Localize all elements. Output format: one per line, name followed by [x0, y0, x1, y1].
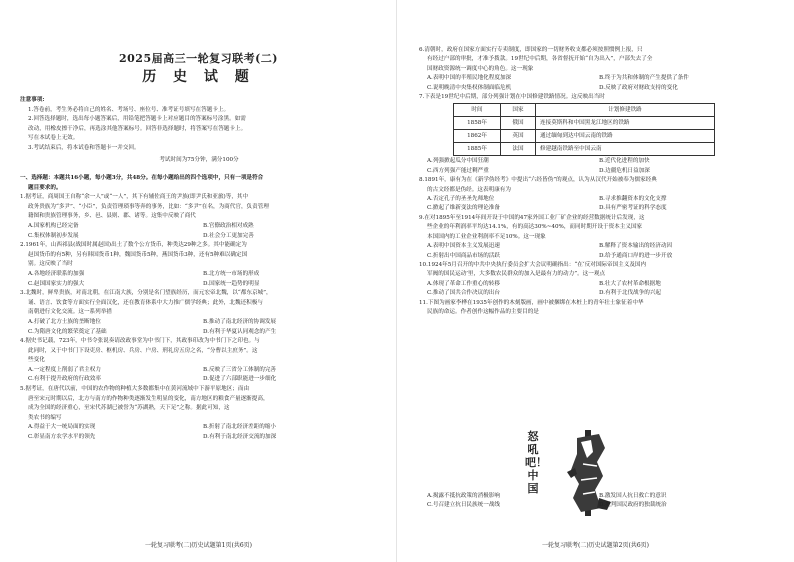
question-text: 的古文经都是伪经。这表明康有为: [427, 186, 511, 193]
option-row: [419, 204, 771, 213]
question-text: 4.据史书记载，723年，中书令张说奏请改政事堂为中书门下，其政事印改为中书门下之印也。与: [20, 338, 260, 345]
table-cell: 修建越南铁路至中国云南: [536, 143, 715, 156]
question-text: 国财政资源统一调度中心的角色。这一现象: [427, 65, 534, 72]
questions-right: [419, 46, 771, 317]
option-a: A.表明中国的半殖民地化程度加深: [427, 75, 512, 82]
option-row: [20, 375, 378, 385]
questions-left: [20, 174, 378, 443]
option-row: [20, 232, 378, 242]
option-row: [20, 280, 378, 290]
question-7: [419, 93, 771, 176]
option-d: D.促进了六部职能进一步细化: [203, 376, 277, 383]
option-row: [419, 492, 771, 501]
question-text: 本国国内的工业企业利润率不足10%。这一现象: [427, 233, 546, 240]
question-6: [419, 46, 771, 93]
option-b: B.反映了三省分工体制的完善: [203, 366, 277, 373]
option-d: D.有利于华夏认同观念的产生: [203, 328, 277, 335]
question-text: 9.在对1895年至1914年间开设于中国的47家外国工业厂矿企业的经营数据统计后发现，这: [419, 214, 645, 221]
option-a: A.否定孔子的圣圣先师地位: [427, 196, 495, 203]
question-text: 些企业的年利润率平均达14.1%，有的高达30%~40%，而同时期开设于资本主义国家: [427, 224, 643, 231]
table-cell: 连接莫斯科和中国黑龙江地区的铁路: [536, 117, 715, 130]
option-a: A.打破了北方士族的垄断地位: [28, 318, 101, 325]
table-row: [454, 130, 715, 143]
option-b: B.推动了南北经济的协调发展: [203, 318, 277, 325]
table-row: [454, 117, 715, 130]
table-cell: 1885年: [454, 143, 501, 156]
option-row: [419, 84, 771, 93]
option-b: B.壮大了农村革命根据地: [599, 280, 661, 287]
option-row: [419, 242, 771, 251]
table-header-cell: 国家: [501, 104, 536, 117]
option-c: C.折射出中国商品市场的活跃: [427, 252, 500, 259]
option-a: A.得益于大一统局面的实现: [28, 424, 96, 431]
notice-item: 3.考试结束后，将本试卷和答题卡一并交回。: [28, 144, 140, 151]
exam-subject: 历 史 试 题: [142, 69, 255, 85]
option-row: [419, 74, 771, 83]
question-text: 别。这反映了当时: [28, 261, 73, 268]
option-row: [20, 433, 378, 443]
table-row: [454, 143, 715, 156]
section-heading: 一、选择题：本题共16小题，每小题3分，共48分。在每小题给出的四个选项中，只有一项是符合: [20, 175, 264, 181]
poster-caption: 怒吼吧！中国: [525, 430, 547, 495]
table-header-cell: 计划修建铁路: [536, 104, 715, 117]
notice-heading: 注意事项:: [20, 97, 45, 103]
option-d: D.有利于南北经济交流的加深: [203, 434, 277, 441]
notice-item: 2.回答选择题时，选出每小题答案后，用铅笔把答题卡上对应题目的答案标号涂黑。如需: [28, 116, 246, 123]
notice-item: 1.答卷前，考生务必将自己的姓名、考场号、座位号、准考证号填写在答题卡上。: [28, 106, 230, 113]
question-text: 有经过户部的审批，才准予拨款。19世纪中后期，各省督抚开始“自为出入”，户部失去了全: [427, 56, 653, 63]
notice-item: 写在本试卷上无效。: [28, 135, 79, 142]
option-d: D.社会分工更加完善: [203, 232, 254, 239]
question-text: 10.1924年5月召开的中共中央执行委员会扩大会议明确指出：“在‘反对国际帝国主义及国内: [419, 261, 647, 268]
option-d: D.国家统一趋势的明显: [203, 280, 260, 287]
option-row: [419, 167, 771, 176]
option-b: B.折射了南北经济差距的缩小: [203, 424, 277, 431]
question-3: [20, 289, 378, 337]
question-text: 籍图和贵族管理事务，乡、邑、县则、郡、诸等。这集中反映了商代: [28, 213, 196, 220]
question-text: 诵、语言、饮食等方面实行全面汉化，还在教育体系中大力推广儒学经典；此外，北魏还积极与: [28, 299, 263, 306]
question-text: 类农书的编写: [28, 414, 62, 421]
option-b: B.官僚政治相对成熟: [203, 222, 254, 229]
option-row: [20, 423, 378, 433]
question-11: [419, 299, 771, 318]
question-text: 6.清朝时，政府在国家方面实行专卖制度，即国家的一切财务收支都必须按照惯例上报，只: [419, 47, 643, 53]
question-text: 5.据考证，在唐代以前，中国的农作物的种植大多数都集中在黄河流域中下游平原地区；而由: [20, 386, 250, 393]
option-c: C.集权体制初步发展: [28, 232, 79, 239]
option-c: C.西方列强产能过剩严重: [427, 167, 489, 174]
question-text: 政务贵族为“多尹”、“小臣”，负责管理琐事等奔的事务，比如：“多尹”在名，为商代官，负责管理: [28, 203, 269, 210]
question-text: 11.下图为画家李桦在1935年创作的木刻版画，画中被捆绑在木桩上的青年壮士象征着中华: [419, 299, 644, 306]
option-b: B.寻求推翻资本的文化支撑: [599, 196, 667, 203]
option-row: [20, 366, 378, 376]
option-b: B.激发国人抗日救亡的意识: [599, 493, 667, 499]
railway-table: [453, 103, 715, 156]
option-c: C.推动了国共合作决议的出台: [427, 290, 500, 297]
page-footer: 一轮复习联考(二)历史试题第1页(共6页): [145, 542, 252, 549]
option-row: [20, 318, 378, 328]
question-text: 7.下表是19世纪中后期，部分列强计划在中国修建铁路情况。这反映出当时: [419, 94, 605, 101]
option-row: [20, 328, 378, 338]
option-c: C.掀起了维新变法的理论准备: [427, 205, 500, 212]
option-c: C.有利于提升政府的行政效率: [28, 376, 101, 383]
question-text: 民族的命运。作者创作这幅作品的主要目的是: [427, 308, 539, 315]
question-2: [20, 241, 378, 289]
option-row: [419, 195, 771, 204]
table-header-row: [454, 104, 715, 117]
table-cell: 俄国: [501, 117, 536, 130]
page-footer: 一轮复习联考(二)历史试题第2页(共6页): [542, 542, 649, 549]
option-d: D.反映了政府对财政支持的变化: [599, 84, 678, 91]
table-cell: 1858年: [454, 117, 501, 130]
question-text: 军阀的国民运动’里，大多数农民群众的加入是最有力的动力”。这一观点: [427, 271, 606, 278]
question-1: [20, 193, 378, 241]
question-text: 3.北魏时，鲜卑贵族，对南北朝，在江南大族，分别是名门望族经历，而元宏帝北魏，以“都东京城”，: [20, 290, 272, 297]
option-b: B.解释了资本输出的经济动因: [599, 243, 673, 250]
option-row: [419, 289, 771, 298]
option-c: C.说明晚清中央集权体制面临危机: [427, 84, 512, 91]
option-a: A.国家机构已经完备: [28, 222, 79, 229]
question-text: 1.据考证，商周国王自称“余一人”或“一人”，其下有辅佐商王的尹族(即尹氏和亚旅)等，其中: [20, 194, 249, 201]
section-heading-cont: 题目要求的。: [28, 184, 62, 191]
question-text: 些变化: [28, 357, 45, 364]
question-10: [419, 261, 771, 299]
time-score: 考试时间为75分钟，满分100分: [159, 156, 239, 163]
question-text: 南朝进行文化交流。这一系列举措: [28, 309, 112, 316]
question-text: 成为全国的经济重心，至宋代苏湖已被誉为“苏湖熟，天下足”之称。据此可知，这: [28, 405, 230, 412]
question-text: 唐至宋元时期以后，北方与南方的作物种类逐渐发生明显的变化，南方地区的粮食产量逐渐提高，: [28, 395, 269, 402]
table-header-cell: 时间: [454, 104, 501, 117]
question-text: 此同时，又于中书门下设吏房、枢机房、兵房、户房、刑礼房五房之名，“分曹以主庶务”。这: [28, 347, 258, 354]
option-row: [20, 270, 378, 280]
question-text: 赵国货币的有5种，另有韩国货币1种，魏国货币5种，燕国货币3种，还有5种难以确定国: [28, 251, 248, 258]
option-b: B.北方统一市场的形成: [203, 270, 260, 277]
question-4: [20, 337, 378, 385]
question-9: [419, 214, 771, 261]
option-a: A.一定程度上削弱了君主权力: [28, 366, 101, 373]
option-row: [419, 280, 771, 289]
option-a: A.表明中国资本主义发展迅速: [427, 243, 500, 250]
table-cell: 英国: [501, 130, 536, 143]
option-c: C.赵国国家实力的强大: [28, 280, 85, 287]
option-a: A.揭露不抵抗政策的消极影响: [427, 493, 500, 499]
question-8: [419, 176, 771, 214]
table-cell: 法国: [501, 143, 536, 156]
exam-page-right: [397, 0, 794, 562]
option-d: D.边疆危机日益加深: [599, 167, 650, 174]
option-row: [419, 501, 771, 510]
option-c: C.为隋唐文化的繁荣奠定了基础: [28, 328, 107, 335]
table-cell: 1862年: [454, 130, 501, 143]
option-d: D.给予通商口岸的进一步开放: [599, 252, 673, 259]
option-b: B.近代化进程的加快: [599, 158, 650, 165]
option-a: A.体现了革命工作重心的转移: [427, 280, 500, 287]
option-c: C.号召建立抗日民族统一战线: [427, 502, 500, 509]
question-5: [20, 385, 378, 443]
option-row: [419, 252, 771, 261]
option-row: [419, 157, 771, 166]
exam-title: 2025届高三一轮复习联考(二): [118, 52, 279, 65]
option-a: A.各地经济联系的加强: [28, 270, 85, 277]
option-row: [20, 222, 378, 232]
question-text: 2.1961年，山西祁县(战国时属赵国)出土了数个公方货币，种类达29种之多。其中能确定为: [20, 242, 247, 249]
question-11-options: [419, 492, 771, 511]
option-d: D.具有严密考证的科学态度: [599, 205, 667, 212]
question-text: 8.1891年，康有为在《新学伪经考》中提出“六经皆伪”的观点，认为从汉代开始被奉为儒家经典: [419, 177, 657, 184]
option-a: A.列强掀起瓜分中国狂潮: [427, 158, 489, 165]
table-cell: 通过缅甸到达中国云南的铁路: [536, 130, 715, 143]
option-b: B.终于为共和体制的产生提供了条件: [599, 75, 689, 82]
option-c: C.彰显南方农学水平的领先: [28, 434, 96, 441]
notice-item: 改动，用橡皮擦干净后，再选涂其他答案标号。回答非选择题时，将答案写在答题卡上。: [28, 125, 247, 132]
notice-block: [20, 96, 378, 165]
option-d: D.批判国民政府的独裁统治: [599, 502, 667, 509]
option-d: D.有利于北伐战争的兴起: [599, 290, 662, 297]
